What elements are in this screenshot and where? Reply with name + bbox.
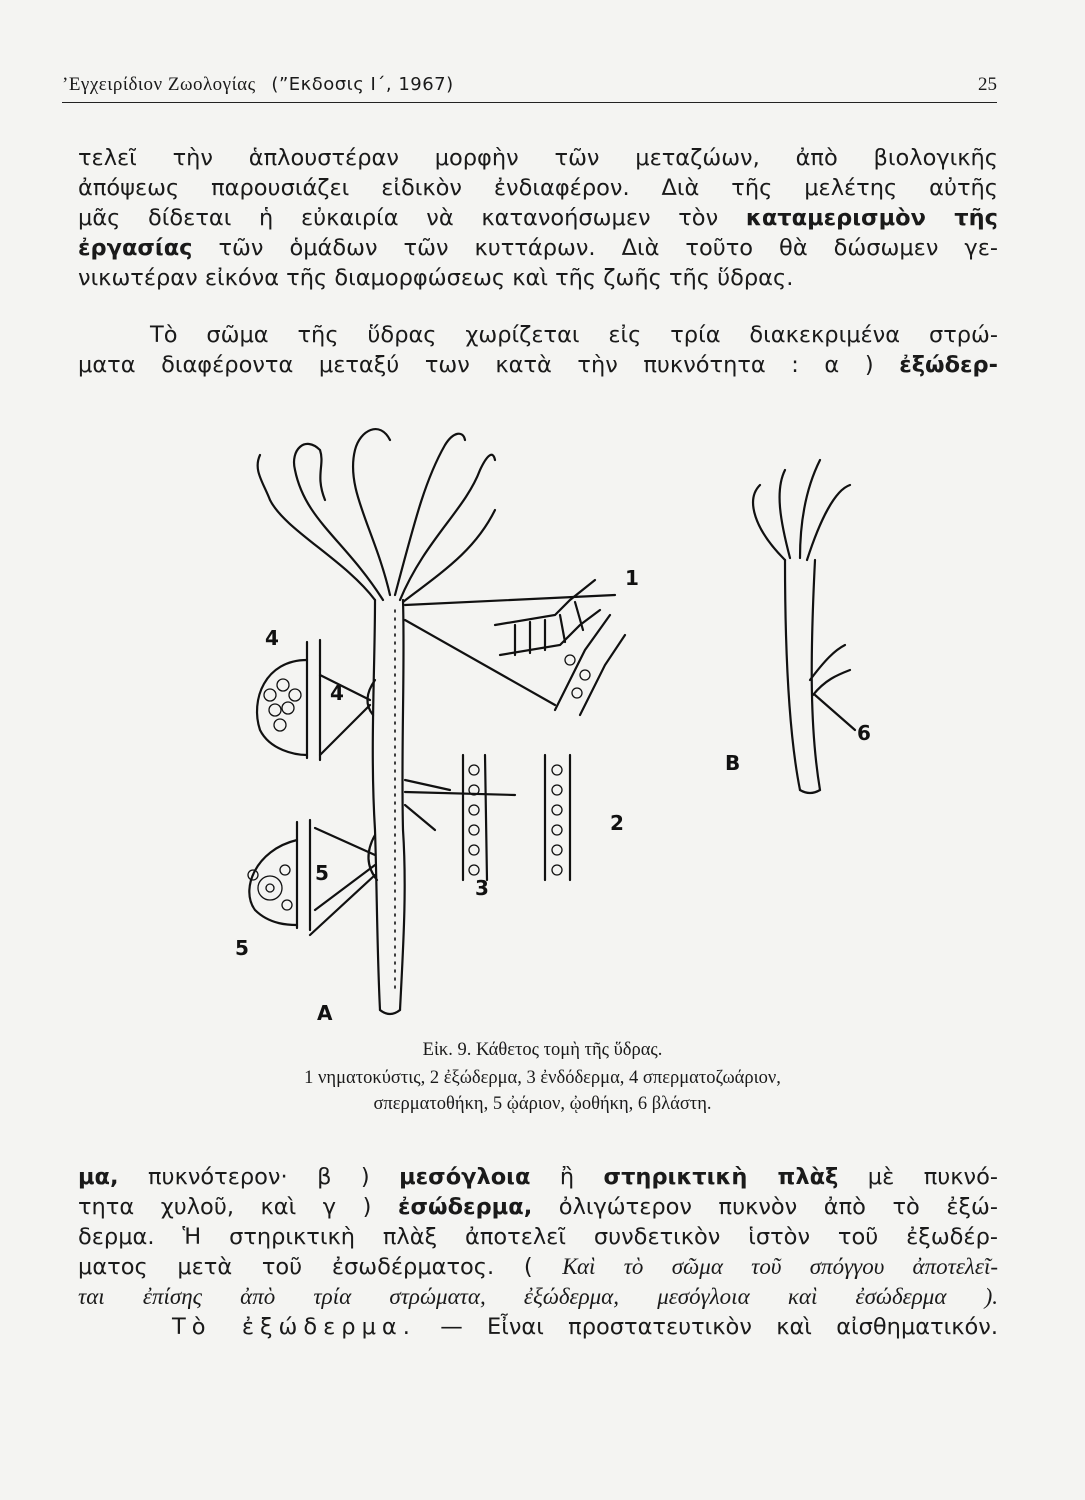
label-B: B (725, 751, 741, 775)
paragraph-3 (78, 1162, 998, 1342)
label-4b: 4 (330, 681, 344, 705)
line: ἀπόψεως παρουσιάζει εἰδικὸν ἐνδιαφέρον. Διὰ τῆς μελέτης αὐτῆς (78, 175, 998, 201)
label-5a: 5 (235, 936, 249, 960)
line: ματα διαφέροντα μεταξύ των κατὰ τὴν πυκνότητα : α ) ἐξώδερ- (78, 352, 999, 378)
line: μα, πυκνότερον· β ) μεσόγλοια ἢ στηρικτικὴ πλὰξ μὲ πυκνό- (78, 1164, 998, 1190)
paragraph-1 (78, 143, 998, 293)
line: Τὸ ἐξώδερμα. — Εἶναι προστατευτικὸν καὶ αἰσθηματικόν. (172, 1314, 998, 1340)
line: ἐργασίας τῶν ὁμάδων τῶν κυττάρων. Διὰ τοῦτο θὰ δώσωμεν γε- (78, 235, 998, 261)
body-outline-left (373, 600, 380, 1010)
label-6: 6 (857, 721, 871, 745)
line: τητα χυλοῦ, καὶ γ ) ἐσώδερμα, ὀλιγώτερον πυκνὸν ἀπὸ τὸ ἐξώ- (78, 1194, 999, 1220)
line: μᾶς δίδεται ἡ εὐκαιρία νὰ κατανοήσωμεν τὸν καταμερισμὸν τῆς (78, 205, 998, 231)
page-number: 25 (978, 74, 997, 95)
header-title: ’Εγχειρίδιον Ζωολογίας (”Εκδοσις Ι΄, 1967) (62, 74, 454, 95)
running-header (62, 70, 997, 103)
figure-caption-line1: 1 νηματοκύστις, 2 ἐξώδερμα, 3 ἐνδόδερμα, 4 σπερματοζωάριον, (304, 1068, 781, 1088)
figure-caption-title: Εἰκ. 9. Κάθετος τομὴ τῆς ὕδρας. (422, 1040, 663, 1060)
bold-term: ἐξώδερ- (899, 352, 999, 378)
line: δερμα. Ἡ στηρικτικὴ πλὰξ ἀποτελεῖ συνδετικὸν ἱστὸν τοῦ ἐξωδέρ- (78, 1224, 998, 1250)
hydra-illustration (225, 410, 885, 1030)
label-A: A (317, 1001, 333, 1025)
hydra-figure (225, 410, 885, 1030)
bold-term: καταμερισμὸν τῆς (745, 205, 998, 231)
label-3: 3 (475, 876, 489, 900)
label-2: 2 (610, 811, 624, 835)
bold-term: ἐργασίας (78, 235, 193, 261)
line: τελεῖ τὴν ἁπλουστέραν μορφὴν τῶν μεταζώων, ἀπὸ βιολογικῆς (78, 145, 998, 171)
line: ματος μετὰ τοῦ ἐσωδέρματος. ( Καὶ τὸ σῶμα τοῦ σπόγγου ἀποτελεῖ- (78, 1254, 998, 1280)
label-1: 1 (625, 566, 639, 590)
line: νικωτέραν εἰκόνα τῆς διαμορφώσεως καὶ τῆς ζωῆς τῆς ὕδρας. (78, 265, 794, 291)
label-4a: 4 (265, 626, 279, 650)
line: Τὸ σῶμα τῆς ὕδρας χωρίζεται εἰς τρία διακεκριμένα στρώ- (150, 322, 998, 348)
paragraph-2 (78, 320, 998, 380)
line: ται ἐπίσης ἀπὸ τρία στρώματα, ἐξώδερμα, μεσόγλοια καὶ ἐσώδερμα ). (78, 1284, 998, 1309)
label-5b: 5 (315, 861, 329, 885)
figure-caption-line2: σπερματοθήκη, 5 ᾠάριον, ᾠοθήκη, 6 βλάστη. (373, 1094, 712, 1114)
